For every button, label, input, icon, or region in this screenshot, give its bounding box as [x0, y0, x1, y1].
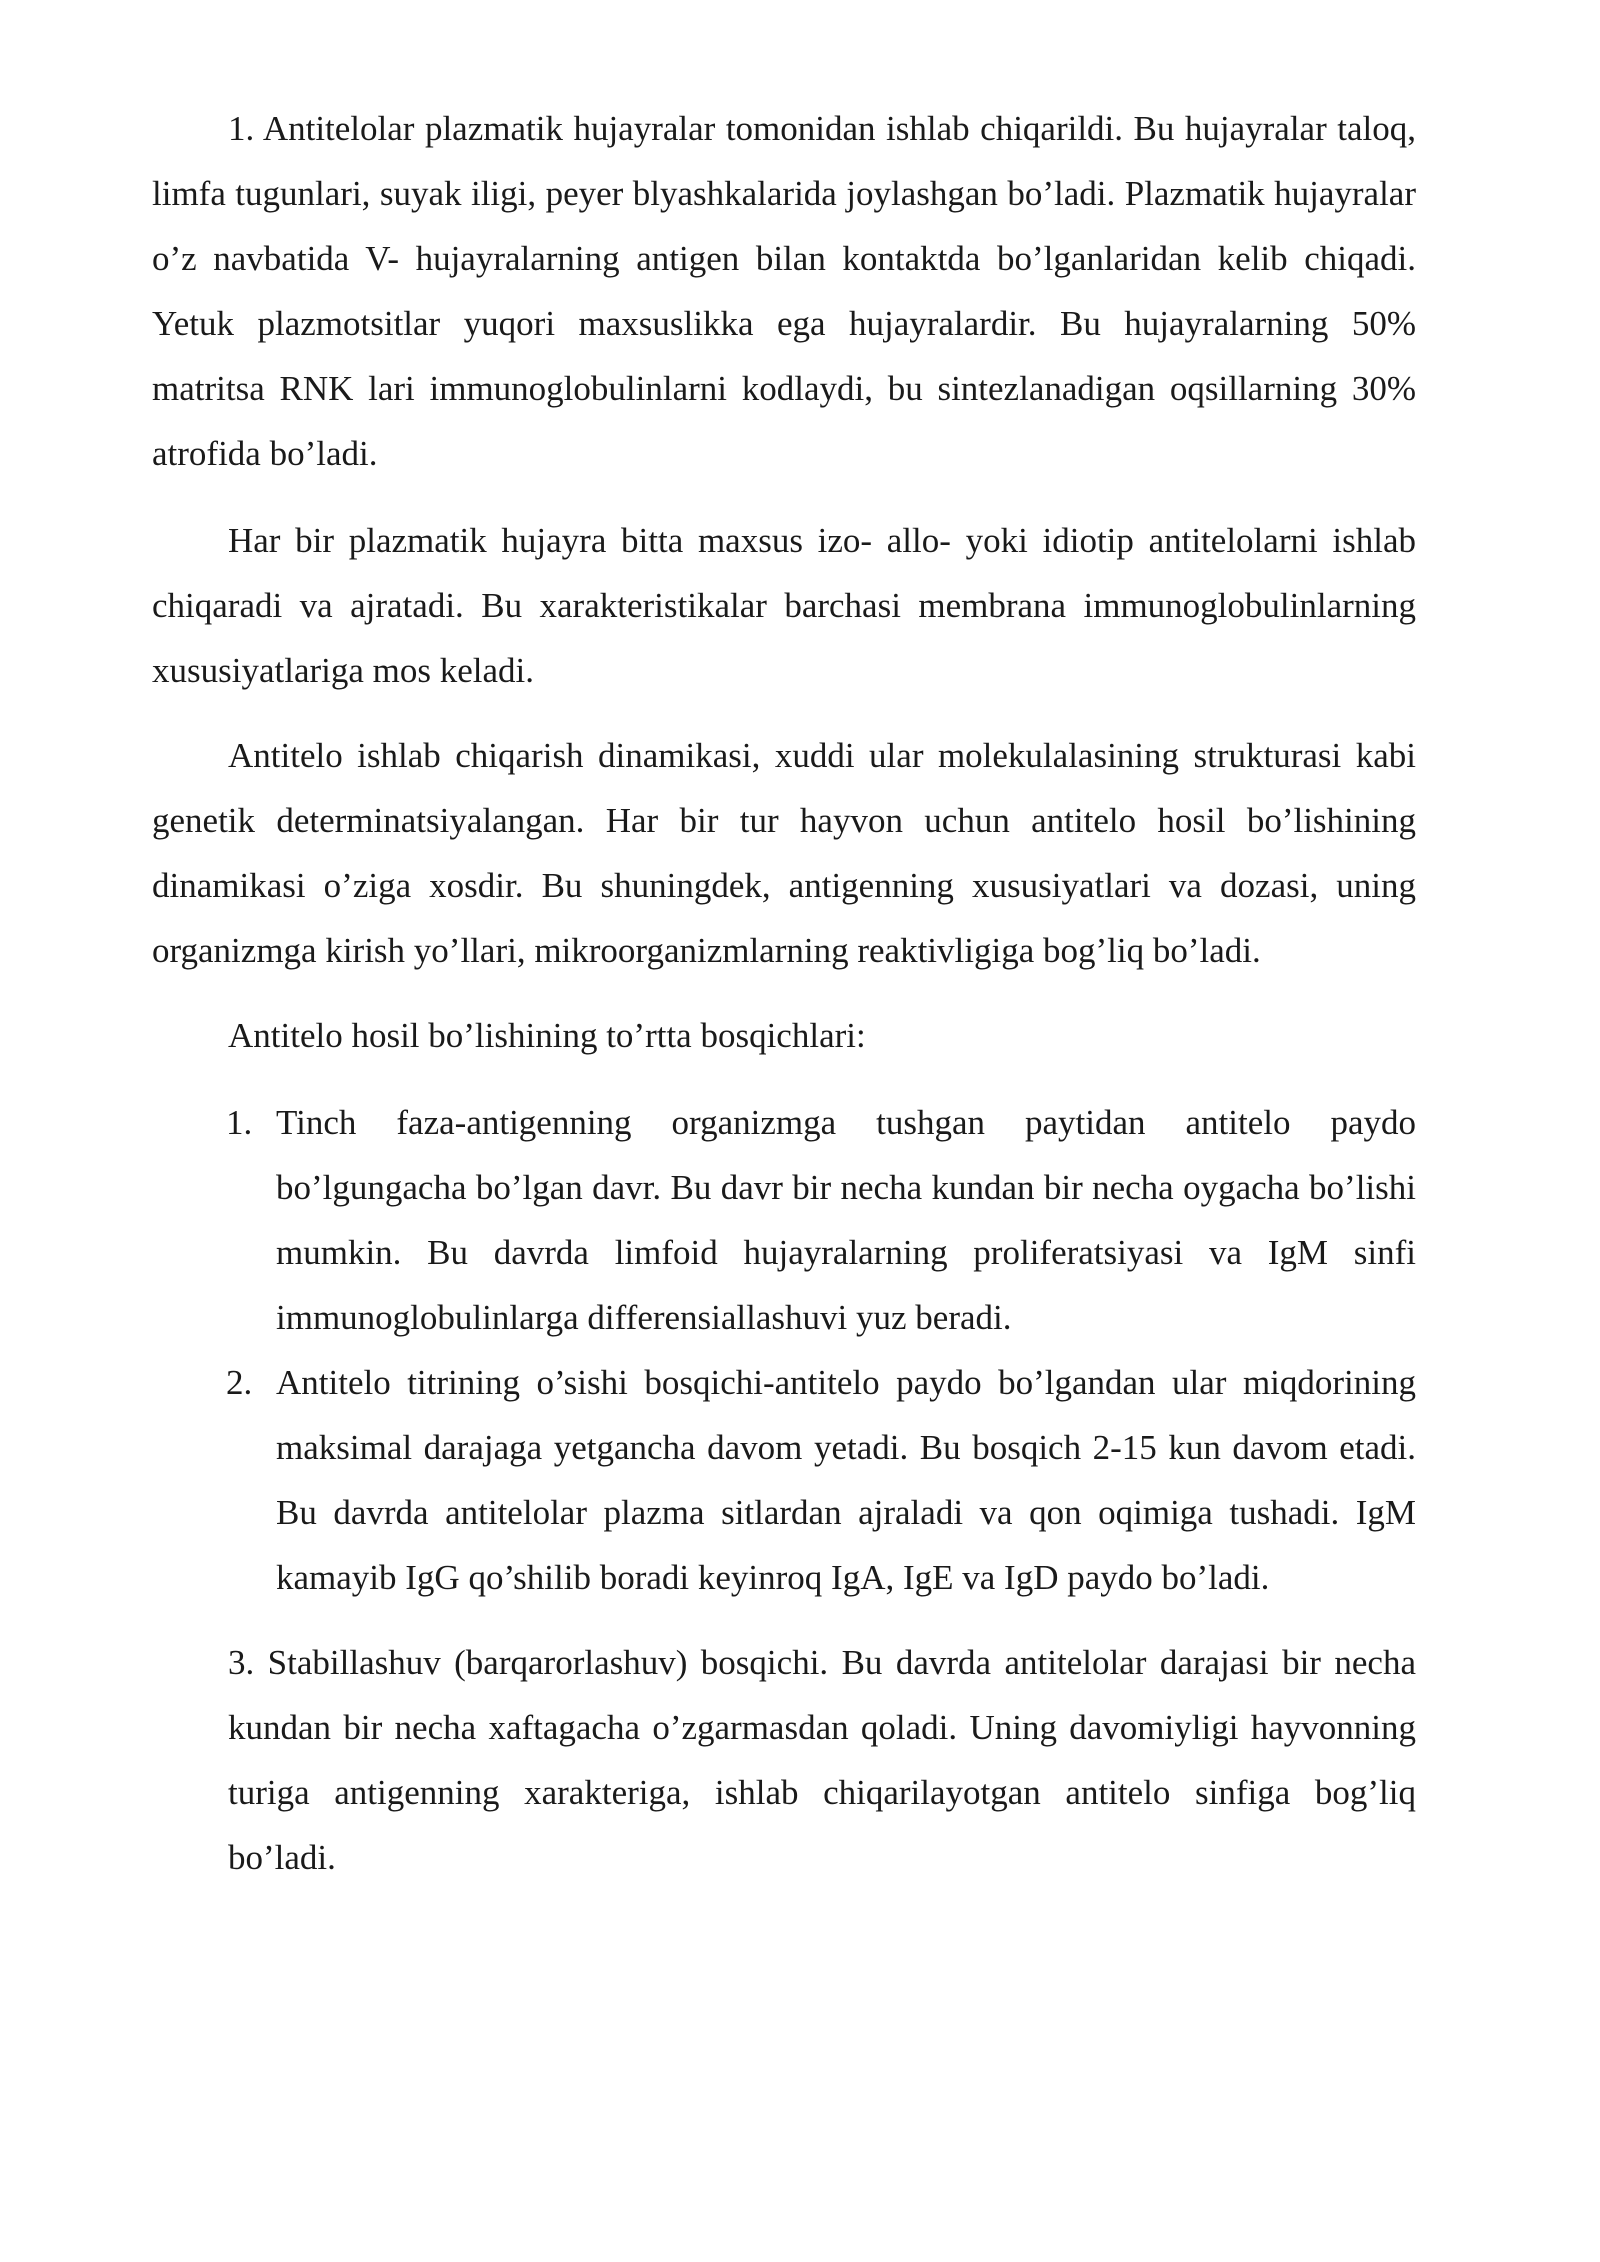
document-page: [152, 96, 1416, 1890]
stages-list: [152, 1090, 1416, 1610]
paragraph-antibody-production: Har bir plazmatik hujayra bitta maxsus izo- allo- yoki idiotip antitelolarni ishlab chiqaradi va ajratadi. Bu xarakteristikalar barchasi membrana immunoglobulinlarning xususiyatlariga mos keladi.: [152, 521, 1416, 690]
stage-text-1: Tinch faza-antigenning organizmga tushgan paytidan antitelo paydo bo’lgungacha bo’lgan davr. Bu davr bir necha kundan bir necha oygacha bo’lishi mumkin. Bu davrda limfoid hujayralarning proliferatsiyasi va IgM sinfi immunoglobulinlarga differensiallashuvi yuz beradi.: [276, 1103, 1416, 1337]
stage-text-2: Antitelo titrining o’sishi bosqichi-antitelo paydo bo’lgandan ular miqdorining maksimal darajaga yetgancha davom yetadi. Bu bosqich 2-15 kun davom etadi. Bu davrda antitelolar plazma sitlardan ajraladi va qon oqimiga tushadi. IgM kamayib IgG qo’shilib boradi keyinroq IgA, IgE va IgD paydo bo’ladi.: [276, 1363, 1416, 1597]
stage-number-1: 1.: [226, 1103, 253, 1142]
stage-item-3: 3. Stabillashuv (barqarorlashuv) bosqichi. Bu davrda antitelolar darajasi bir necha kundan bir necha xaftagacha o’zgarmasdan qoladi. Uning davomiyligi hayvonning turiga antigenning xarakteriga, ishlab chiqarilayotgan antitelo sinfiga bog’liq bo’ladi.: [228, 1643, 1416, 1877]
stage-item-2: [226, 1350, 1416, 1610]
paragraph-plasma-cells: 1. Antitelolar plazmatik hujayralar tomonidan ishlab chiqarildi. Bu hujayralar taloq, limfa tugunlari, suyak iligi, peyer blyashkalarida joylashgan bo’ladi. Plazmatik hujayralar o’z navbatida V- hujayralarning antigen bilan kontaktda bo’lganlaridan kelib chiqadi. Yetuk plazmotsitlar yuqori maxsuslikka ega hujayralardir. Bu hujayralarning 50% matritsa RNK lari immunoglobulinlarni kodlaydi, bu sintezlanadigan oqsillarning 30% atrofida bo’ladi.: [152, 109, 1416, 473]
paragraph-antibody-dynamics: Antitelo ishlab chiqarish dinamikasi, xuddi ular molekulalasining strukturasi kabi genetik determinatsiyalangan. Har bir tur hayvon uchun antitelo hosil bo’lishining dinamikasi o’ziga xosdir. Bu shuningdek, antigenning xususiyatlari va dozasi, uning organizmga kirish yo’llari, mikroorganizmlarning reaktivligiga bog’liq bo’ladi.: [152, 736, 1416, 970]
stage-item-1: [226, 1090, 1416, 1350]
stages-heading: Antitelo hosil bo’lishining to’rtta bosqichlari:: [228, 1016, 866, 1055]
stage-number-2: 2.: [226, 1363, 253, 1402]
